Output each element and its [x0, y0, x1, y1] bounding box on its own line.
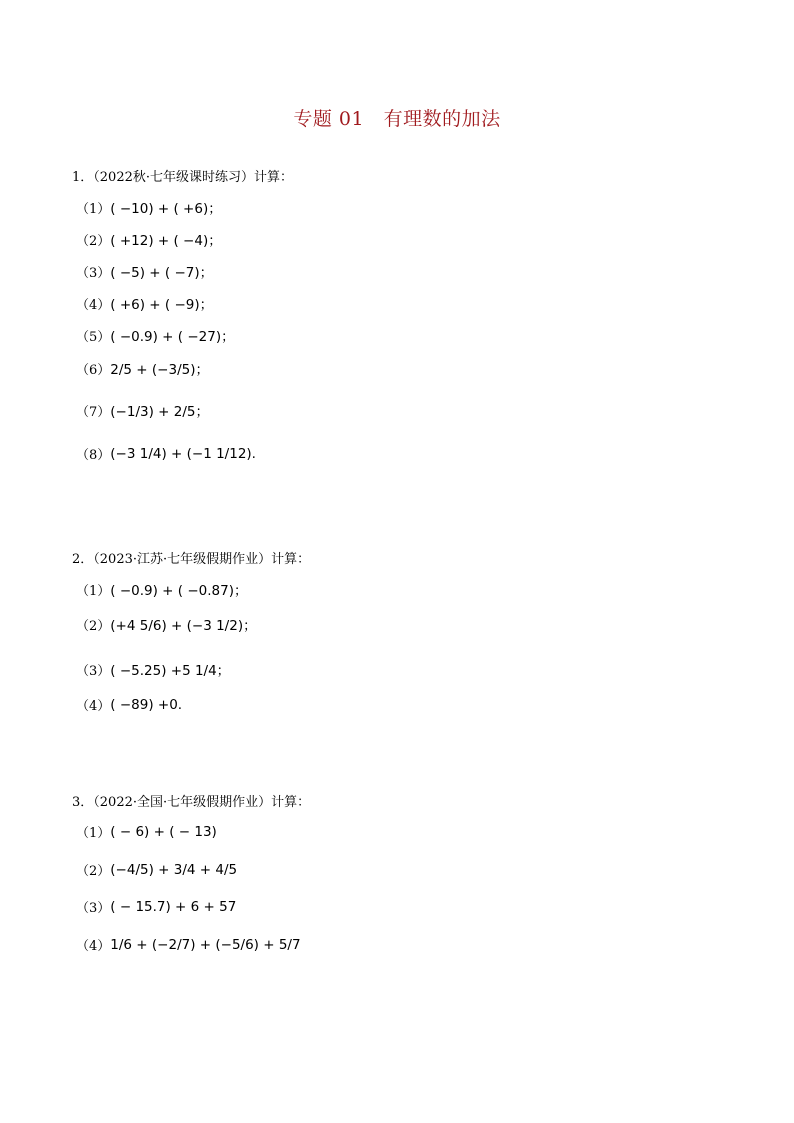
item-expression: ( −89) +0. [110, 696, 183, 713]
item-label: （1） [76, 201, 111, 217]
item-label: （1） [76, 583, 111, 599]
item-expression: ( −0.9) + ( −0.87)； [110, 583, 248, 599]
item-expression: ( +6) + ( −9)； [110, 297, 214, 313]
q1-item-1 [76, 197, 222, 217]
q2-item-3 [76, 659, 230, 679]
q1-item-5 [76, 325, 235, 345]
item-label: （2） [76, 864, 111, 879]
item-expression: ( − 15.7) + 6 + 57 [110, 898, 237, 915]
q3-item-1 [76, 822, 217, 841]
item-label: （3） [76, 265, 111, 281]
q1-item-6 [76, 358, 209, 378]
question-2-heading: 2．（2023·江苏·七年级假期作业）计算： [72, 552, 311, 567]
item-expression: 1/6 + (−2/7) + (−5/6) + 5/7 [110, 936, 301, 953]
q2-item-4 [76, 695, 182, 714]
q1-item-2 [76, 229, 222, 249]
item-expression: ( −5) + ( −7)； [110, 265, 214, 281]
q3-item-3 [76, 897, 236, 916]
item-label: （4） [76, 699, 111, 714]
item-expression: ( −0.9) + ( −27)； [110, 329, 235, 345]
q3-item-4 [76, 935, 301, 954]
q2-item-1 [76, 579, 247, 599]
item-label: （3） [76, 663, 111, 679]
item-label: （7） [76, 404, 111, 420]
item-label: （2） [76, 233, 111, 249]
item-expression: ( − 6) + ( − 13) [110, 823, 217, 840]
q3-item-2 [76, 860, 237, 879]
item-label: （5） [76, 329, 111, 345]
item-expression: ( +12) + ( −4)； [110, 233, 222, 249]
q1-item-7 [76, 400, 209, 420]
item-expression: (−3 1/4) + (−1 1/12). [110, 445, 256, 462]
item-expression: ( −5.25) +5 1/4； [110, 663, 231, 679]
item-label: （6） [76, 362, 111, 378]
item-expression: (−1/3) + 2/5； [110, 404, 209, 420]
question-3-heading: 3．（2022·全国·七年级假期作业）计算： [72, 795, 311, 810]
item-expression: (+4 5/6) + (−3 1/2)； [110, 618, 257, 634]
item-label: （3） [76, 901, 111, 916]
item-label: （2） [76, 618, 111, 634]
item-expression: 2/5 + (−3/5)； [110, 362, 209, 378]
item-label: （8） [76, 448, 111, 463]
item-expression: ( −10) + ( +6)； [110, 201, 222, 217]
q1-item-8 [76, 444, 256, 463]
item-label: （1） [76, 826, 111, 841]
item-label: （4） [76, 939, 111, 954]
item-expression: (−4/5) + 3/4 + 4/5 [110, 861, 238, 878]
question-1-heading: 1．（2022秋·七年级课时练习）计算： [72, 170, 293, 185]
item-label: （4） [76, 297, 111, 313]
q1-item-3 [76, 261, 213, 281]
q2-item-2 [76, 614, 257, 634]
page-title: 专题 01 有理数的加法 [293, 108, 501, 130]
q1-item-4 [76, 293, 213, 313]
